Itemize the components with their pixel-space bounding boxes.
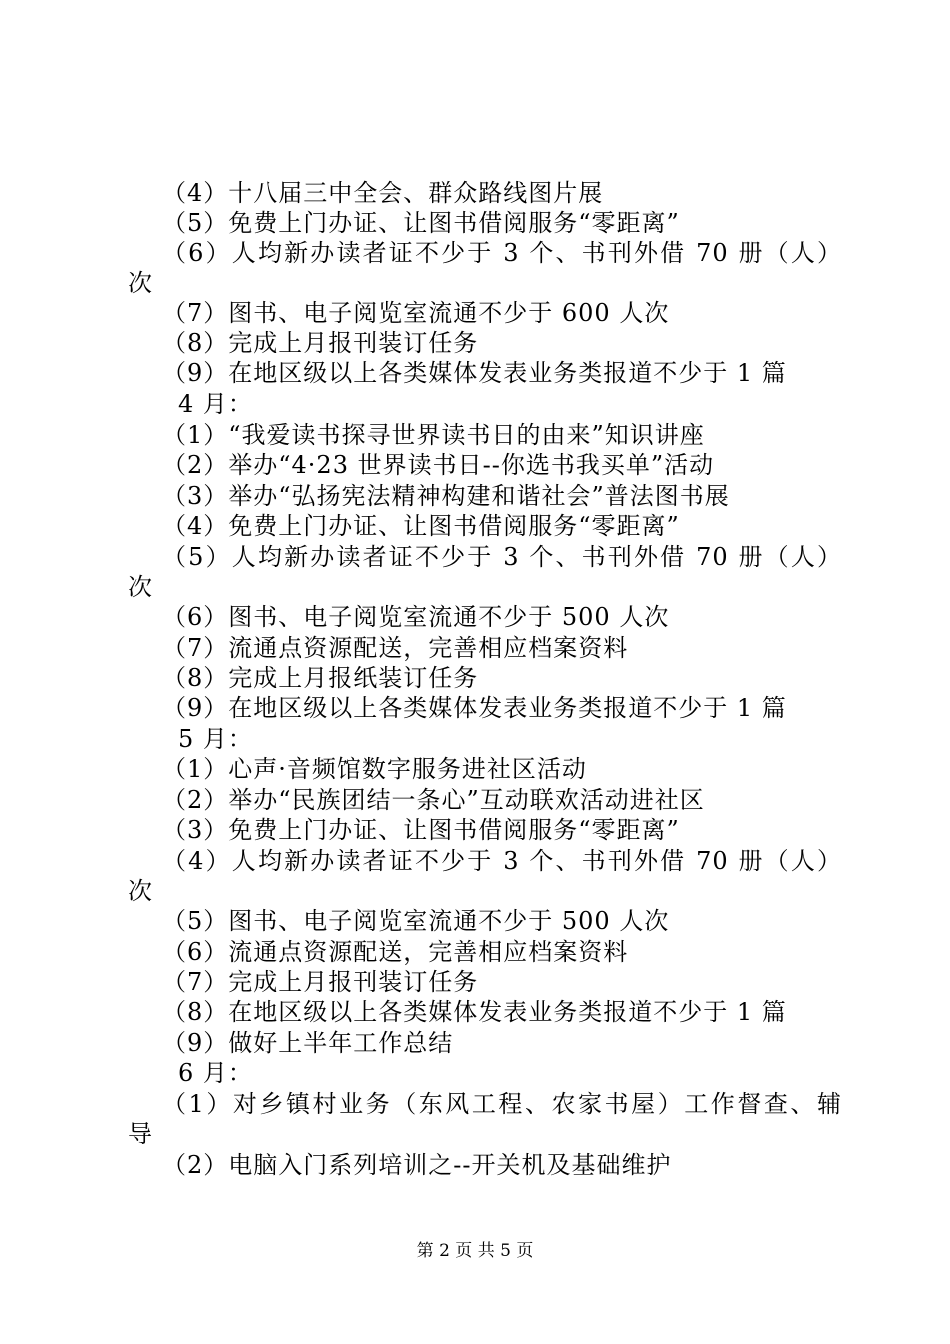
list-item-continuation: 次 <box>128 573 153 601</box>
list-item: （5）图书、电子阅览室流通不少于 500 人次 <box>162 907 670 935</box>
list-item: （2）举办“4·23 世界读书日--你选书我买单”活动 <box>162 451 715 479</box>
list-item: （8）在地区级以上各类媒体发表业务类报道不少于 1 篇 <box>162 998 787 1026</box>
list-item: （3）免费上门办证、让图书借阅服务“零距离” <box>162 816 680 844</box>
list-item: （7）图书、电子阅览室流通不少于 600 人次 <box>162 299 670 327</box>
list-item: （6）人均新办读者证不少于 3 个、书刊外借 70 册（人） <box>162 239 842 267</box>
list-item: （1）“我爱读书探寻世界读书日的由来”知识讲座 <box>162 421 705 449</box>
list-item: （6）图书、电子阅览室流通不少于 500 人次 <box>162 603 670 631</box>
list-item: （4）人均新办读者证不少于 3 个、书刊外借 70 册（人） <box>162 847 842 875</box>
list-item: （5）免费上门办证、让图书借阅服务“零距离” <box>162 209 680 237</box>
month-heading-june: 6 月： <box>178 1059 253 1087</box>
list-item: （9）在地区级以上各类媒体发表业务类报道不少于 1 篇 <box>162 694 787 722</box>
month-heading-may: 5 月： <box>178 725 253 753</box>
list-item: （7）完成上月报刊装订任务 <box>162 968 479 996</box>
list-item: （9）做好上半年工作总结 <box>162 1029 454 1057</box>
list-item: （6）流通点资源配送，完善相应档案资料 <box>162 938 629 966</box>
list-item: （9）在地区级以上各类媒体发表业务类报道不少于 1 篇 <box>162 359 787 387</box>
month-heading-april: 4 月： <box>178 390 253 418</box>
list-item-continuation: 次 <box>128 877 153 905</box>
list-item: （1）心声·音频馆数字服务进社区活动 <box>162 755 587 783</box>
list-item-continuation: 导 <box>128 1120 153 1148</box>
list-item: （3）举办“弘扬宪法精神构建和谐社会”普法图书展 <box>162 482 730 510</box>
list-item: （5）人均新办读者证不少于 3 个、书刊外借 70 册（人） <box>162 543 842 571</box>
list-item: （8）完成上月报纸装订任务 <box>162 664 479 692</box>
list-item: （4）免费上门办证、让图书借阅服务“零距离” <box>162 512 680 540</box>
list-item: （8）完成上月报刊装订任务 <box>162 329 479 357</box>
list-item: （2）举办“民族团结一条心”互动联欢活动进社区 <box>162 786 705 814</box>
list-item-continuation: 次 <box>128 269 153 297</box>
list-item: （4）十八届三中全会、群众路线图片展 <box>162 179 604 207</box>
list-item: （7）流通点资源配送，完善相应档案资料 <box>162 634 629 662</box>
page-number-footer: 第 2 页 共 5 页 <box>416 1241 534 1261</box>
list-item: （1）对乡镇村业务（东风工程、农家书屋）工作督查、辅 <box>162 1090 842 1118</box>
list-item: （2）电脑入门系列培训之--开关机及基础维护 <box>162 1151 672 1179</box>
